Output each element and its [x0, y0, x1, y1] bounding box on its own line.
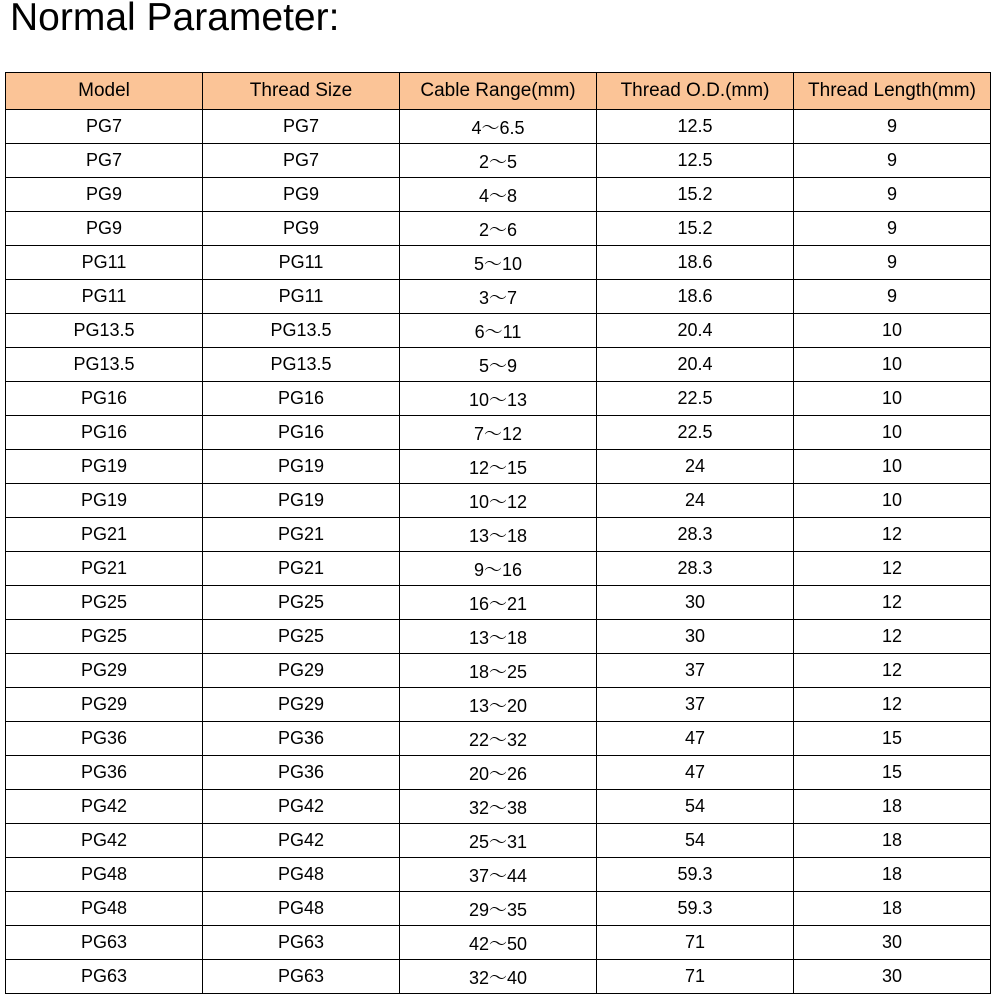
table-row	[6, 212, 991, 246]
cell-cable-range: 13～18	[400, 518, 597, 552]
cell-thread-size: PG19	[203, 450, 400, 484]
cell-thread-od: 18.6	[597, 246, 794, 280]
table-row	[6, 144, 991, 178]
cell-cable-range: 9～16	[400, 552, 597, 586]
cell-model: PG11	[6, 280, 203, 314]
cell-cable-range: 10～13	[400, 382, 597, 416]
cell-thread-size: PG63	[203, 960, 400, 994]
cell-thread-length: 9	[794, 212, 991, 246]
cell-thread-length: 9	[794, 280, 991, 314]
table-row	[6, 586, 991, 620]
cell-thread-length: 15	[794, 756, 991, 790]
cell-thread-length: 15	[794, 722, 991, 756]
cell-thread-size: PG16	[203, 382, 400, 416]
cell-thread-size: PG11	[203, 280, 400, 314]
header-thread-od: Thread O.D.(mm)	[597, 73, 794, 110]
header-model: Model	[6, 73, 203, 110]
table-row	[6, 348, 991, 382]
parameter-table	[5, 72, 991, 994]
cell-thread-od: 28.3	[597, 552, 794, 586]
cell-model: PG13.5	[6, 314, 203, 348]
cell-thread-od: 12.5	[597, 110, 794, 144]
cell-thread-size: PG16	[203, 416, 400, 450]
table-row	[6, 892, 991, 926]
cell-thread-od: 47	[597, 722, 794, 756]
cell-thread-length: 12	[794, 654, 991, 688]
table-row	[6, 756, 991, 790]
cell-model: PG48	[6, 858, 203, 892]
cell-thread-size: PG36	[203, 756, 400, 790]
cell-thread-od: 54	[597, 790, 794, 824]
cell-model: PG29	[6, 688, 203, 722]
cell-thread-od: 15.2	[597, 178, 794, 212]
cell-thread-od: 30	[597, 586, 794, 620]
cell-thread-length: 12	[794, 586, 991, 620]
cell-thread-length: 9	[794, 144, 991, 178]
cell-thread-size: PG25	[203, 620, 400, 654]
cell-thread-od: 71	[597, 960, 794, 994]
page-title: Normal Parameter:	[10, 0, 340, 39]
cell-model: PG36	[6, 722, 203, 756]
cell-thread-length: 9	[794, 246, 991, 280]
table-row	[6, 450, 991, 484]
cell-thread-length: 10	[794, 484, 991, 518]
cell-cable-range: 6～11	[400, 314, 597, 348]
cell-thread-length: 18	[794, 892, 991, 926]
cell-thread-size: PG36	[203, 722, 400, 756]
cell-thread-length: 18	[794, 858, 991, 892]
cell-model: PG63	[6, 926, 203, 960]
cell-cable-range: 10～12	[400, 484, 597, 518]
cell-thread-length: 10	[794, 348, 991, 382]
cell-model: PG42	[6, 824, 203, 858]
cell-model: PG13.5	[6, 348, 203, 382]
cell-cable-range: 7～12	[400, 416, 597, 450]
cell-thread-length: 18	[794, 790, 991, 824]
cell-thread-size: PG42	[203, 790, 400, 824]
cell-thread-length: 18	[794, 824, 991, 858]
cell-cable-range: 18～25	[400, 654, 597, 688]
cell-thread-size: PG9	[203, 212, 400, 246]
cell-thread-od: 71	[597, 926, 794, 960]
cell-thread-od: 12.5	[597, 144, 794, 178]
cell-cable-range: 13～20	[400, 688, 597, 722]
cell-cable-range: 3～7	[400, 280, 597, 314]
cell-thread-length: 12	[794, 552, 991, 586]
cell-thread-size: PG29	[203, 688, 400, 722]
table-row	[6, 858, 991, 892]
cell-thread-od: 20.4	[597, 348, 794, 382]
cell-cable-range: 20～26	[400, 756, 597, 790]
cell-thread-size: PG25	[203, 586, 400, 620]
cell-cable-range: 42～50	[400, 926, 597, 960]
cell-thread-length: 10	[794, 382, 991, 416]
cell-model: PG9	[6, 178, 203, 212]
cell-thread-od: 28.3	[597, 518, 794, 552]
header-cable-range: Cable Range(mm)	[400, 73, 597, 110]
table-row	[6, 620, 991, 654]
cell-model: PG63	[6, 960, 203, 994]
cell-model: PG29	[6, 654, 203, 688]
table-row	[6, 518, 991, 552]
cell-cable-range: 16～21	[400, 586, 597, 620]
cell-thread-od: 24	[597, 484, 794, 518]
cell-model: PG48	[6, 892, 203, 926]
cell-thread-length: 12	[794, 688, 991, 722]
cell-thread-length: 30	[794, 926, 991, 960]
cell-thread-length: 10	[794, 416, 991, 450]
cell-model: PG19	[6, 484, 203, 518]
cell-model: PG16	[6, 382, 203, 416]
cell-thread-od: 59.3	[597, 892, 794, 926]
table-row	[6, 926, 991, 960]
cell-cable-range: 37～44	[400, 858, 597, 892]
cell-thread-od: 30	[597, 620, 794, 654]
table-row	[6, 960, 991, 994]
header-thread-length: Thread Length(mm)	[794, 73, 991, 110]
cell-cable-range: 25～31	[400, 824, 597, 858]
table-row	[6, 110, 991, 144]
cell-thread-length: 10	[794, 450, 991, 484]
cell-model: PG16	[6, 416, 203, 450]
cell-model: PG7	[6, 144, 203, 178]
table-row	[6, 280, 991, 314]
cell-model: PG36	[6, 756, 203, 790]
cell-model: PG42	[6, 790, 203, 824]
header-row	[6, 73, 991, 110]
cell-thread-od: 37	[597, 688, 794, 722]
cell-thread-size: PG9	[203, 178, 400, 212]
cell-cable-range: 13～18	[400, 620, 597, 654]
cell-thread-length: 9	[794, 110, 991, 144]
table-row	[6, 416, 991, 450]
cell-thread-size: PG63	[203, 926, 400, 960]
cell-model: PG21	[6, 552, 203, 586]
cell-model: PG19	[6, 450, 203, 484]
table-body	[6, 110, 991, 994]
cell-thread-od: 47	[597, 756, 794, 790]
cell-cable-range: 32～38	[400, 790, 597, 824]
cell-model: PG9	[6, 212, 203, 246]
table-row	[6, 484, 991, 518]
cell-thread-size: PG13.5	[203, 348, 400, 382]
cell-thread-size: PG21	[203, 552, 400, 586]
table-header	[6, 73, 991, 110]
cell-thread-size: PG19	[203, 484, 400, 518]
cell-thread-od: 24	[597, 450, 794, 484]
table-row	[6, 722, 991, 756]
cell-thread-od: 22.5	[597, 382, 794, 416]
cell-thread-size: PG13.5	[203, 314, 400, 348]
cell-thread-size: PG11	[203, 246, 400, 280]
header-thread-size: Thread Size	[203, 73, 400, 110]
cell-thread-length: 10	[794, 314, 991, 348]
cell-cable-range: 2～6	[400, 212, 597, 246]
cell-cable-range: 22～32	[400, 722, 597, 756]
cell-model: PG21	[6, 518, 203, 552]
cell-cable-range: 4～8	[400, 178, 597, 212]
cell-thread-od: 22.5	[597, 416, 794, 450]
cell-cable-range: 5～10	[400, 246, 597, 280]
cell-thread-od: 20.4	[597, 314, 794, 348]
table-row	[6, 314, 991, 348]
cell-thread-length: 12	[794, 518, 991, 552]
cell-cable-range: 5～9	[400, 348, 597, 382]
table-row	[6, 790, 991, 824]
cell-thread-size: PG21	[203, 518, 400, 552]
table-row	[6, 824, 991, 858]
cell-thread-size: PG7	[203, 110, 400, 144]
cell-thread-size: PG48	[203, 858, 400, 892]
cell-thread-size: PG7	[203, 144, 400, 178]
cell-thread-od: 37	[597, 654, 794, 688]
cell-thread-od: 54	[597, 824, 794, 858]
cell-cable-range: 12～15	[400, 450, 597, 484]
cell-thread-size: PG48	[203, 892, 400, 926]
table-row	[6, 178, 991, 212]
cell-thread-od: 59.3	[597, 858, 794, 892]
cell-cable-range: 29～35	[400, 892, 597, 926]
cell-thread-length: 30	[794, 960, 991, 994]
cell-thread-size: PG42	[203, 824, 400, 858]
table-row	[6, 688, 991, 722]
cell-model: PG25	[6, 620, 203, 654]
table-row	[6, 654, 991, 688]
cell-cable-range: 2～5	[400, 144, 597, 178]
cell-thread-length: 9	[794, 178, 991, 212]
cell-thread-od: 15.2	[597, 212, 794, 246]
cell-cable-range: 32～40	[400, 960, 597, 994]
table-row	[6, 246, 991, 280]
cell-model: PG11	[6, 246, 203, 280]
cell-cable-range: 4～6.5	[400, 110, 597, 144]
cell-model: PG25	[6, 586, 203, 620]
cell-thread-size: PG29	[203, 654, 400, 688]
cell-thread-od: 18.6	[597, 280, 794, 314]
cell-model: PG7	[6, 110, 203, 144]
cell-thread-length: 12	[794, 620, 991, 654]
table-row	[6, 382, 991, 416]
table-row	[6, 552, 991, 586]
